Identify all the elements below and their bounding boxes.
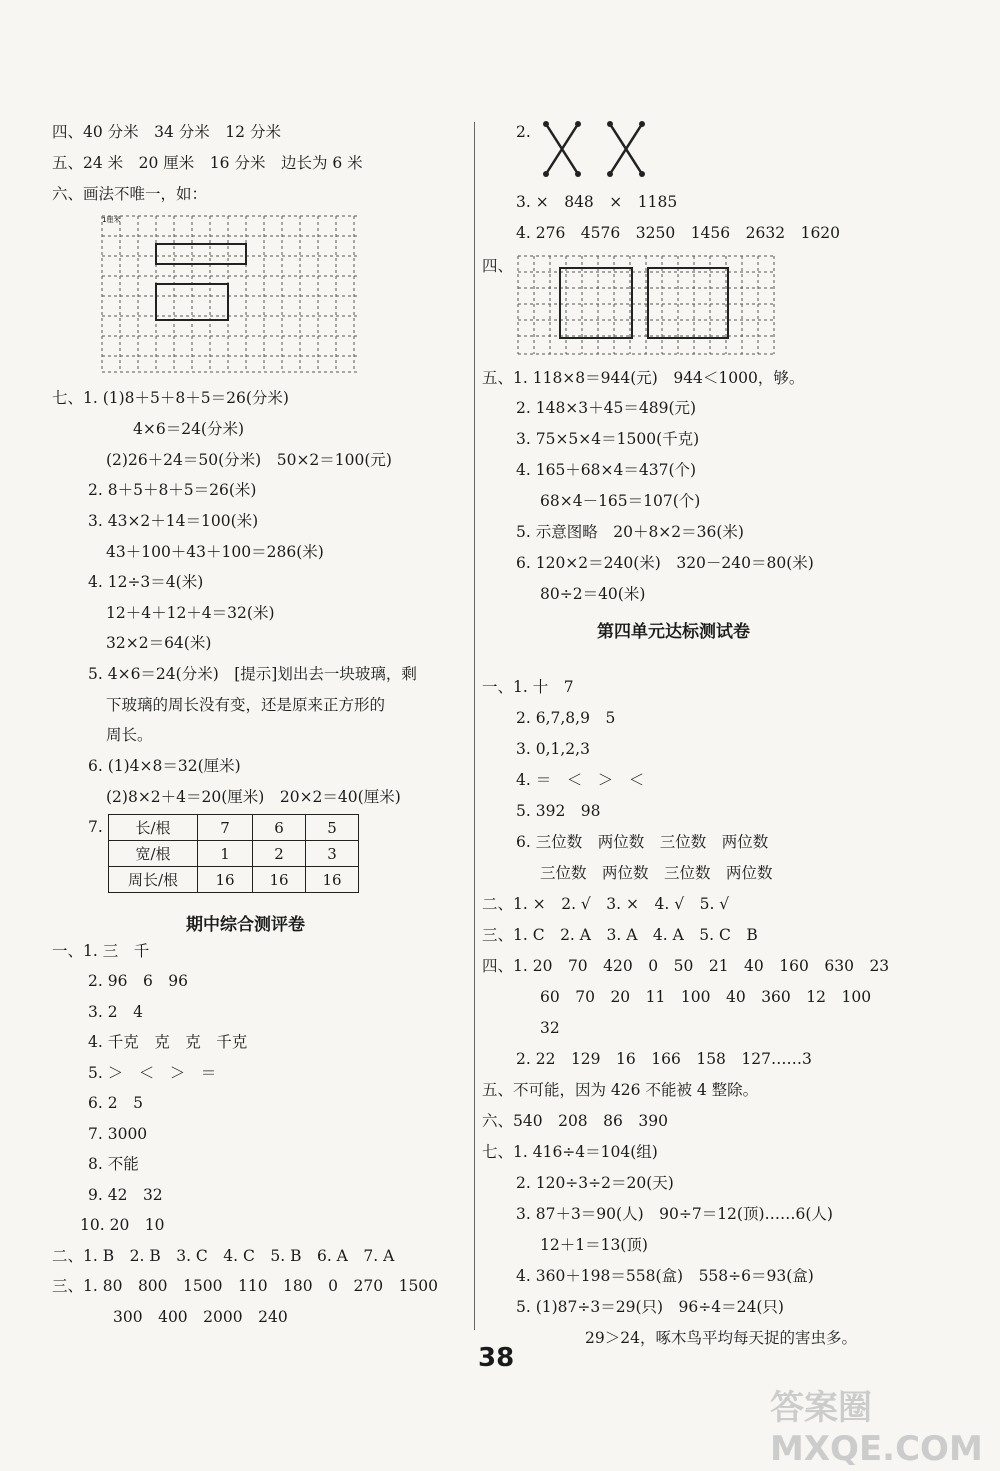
answer-line: 3. 75×5×4＝1500(千克) [516, 430, 700, 448]
table-cell: 宽/根 [109, 841, 198, 867]
answer-line: 6. (1)4×8＝32(厘米) [88, 757, 241, 775]
answer-line: 3. 0,1,2,3 [516, 740, 590, 758]
answer-line: 5. 392 98 [516, 802, 601, 820]
answer-line: 12＋4＋12＋4＝32(米) [106, 604, 275, 622]
answer-line: 4. 12÷3＝4(米) [88, 573, 204, 591]
answer-line: 9. 42 32 [88, 1186, 163, 1204]
answer-line: 4. 360＋198＝558(盒) 558÷6＝93(盒) [516, 1267, 814, 1285]
answer-line: 2. 120÷3÷2＝20(天) [516, 1174, 674, 1192]
answer-line: 五、不可能，因为 426 不能被 4 整除。 [482, 1081, 759, 1099]
table-row [109, 867, 359, 893]
answer-line: 四、40 分米 34 分米 12 分米 [52, 123, 281, 141]
section-heading: 期中综合测评卷 [186, 915, 305, 935]
watermark-logo: 答案圈 MXQE.COM [770, 1388, 983, 1469]
answer-line: 43＋100＋43＋100＝286(米) [106, 543, 324, 561]
answer-line: 5. (1)87÷3＝29(只) 96÷4＝24(只) [516, 1298, 784, 1316]
grid-scale-label: 1厘米 [102, 216, 121, 224]
table-cell: 16 [198, 867, 253, 893]
cross-lines-figure [540, 118, 660, 180]
answer-line: 4×6＝24(分米) [133, 420, 245, 438]
answer-line: 3. 43×2＋14＝100(米) [88, 512, 259, 530]
answer-line: 七、1. 416÷4＝104(组) [482, 1143, 658, 1161]
answer-line: 二、1. B 2. B 3. C 4. C 5. B 6. A 7. A [52, 1247, 395, 1265]
answer-line: 68×4－165＝107(个) [540, 492, 701, 510]
answer-line: 32 [540, 1019, 560, 1037]
answer-line: 四、 [482, 257, 514, 275]
answer-line: 六、画法不唯一，如： [52, 185, 208, 203]
grid-figure-rectangles [100, 214, 362, 374]
table-cell: 6 [253, 815, 306, 841]
answer-line: 五、24 米 20 厘米 16 分米 边长为 6 米 [52, 154, 363, 172]
answer-line: 12＋1＝13(顶) [540, 1236, 648, 1254]
answer-line: 一、1. 三 千 [52, 942, 150, 960]
answer-line: 80÷2＝40(米) [540, 585, 646, 603]
table-row [109, 841, 359, 867]
answer-line: 二、1. × 2. √ 3. × 4. √ 5. √ [482, 895, 730, 913]
answer-line: 6. 三位数 两位数 三位数 两位数 [516, 833, 769, 851]
answer-line: 29＞24，啄木鸟平均每天捉的害虫多。 [585, 1329, 857, 1347]
answer-line: 一、1. 十 7 [482, 678, 574, 696]
answer-line: 4. ＝ ＜ ＞ ＜ [516, 771, 645, 789]
table-cell: 长/根 [109, 815, 198, 841]
table-cell: 7 [198, 815, 253, 841]
answer-line: 60 70 20 11 100 40 360 12 100 [540, 988, 872, 1006]
answer-line: 三位数 两位数 三位数 两位数 [540, 864, 773, 882]
answer-line: 300 400 2000 240 [113, 1308, 288, 1326]
table-row [109, 815, 359, 841]
answer-line: 10. 20 10 [80, 1216, 165, 1234]
answer-line: 3. 2 4 [88, 1003, 143, 1021]
answer-line: 2. 6,7,8,9 5 [516, 709, 616, 727]
answer-line: 七、1. (1)8＋5＋8＋5＝26(分米) [52, 389, 289, 407]
answer-line: 5. ＞ ＜ ＞ ＝ [88, 1064, 217, 1082]
answer-line: 下玻璃的周长没有变，还是原来正方形的 [106, 696, 386, 714]
answer-line: 周长。 [106, 726, 153, 744]
answer-line: 2. 8＋5＋8＋5＝26(米) [88, 481, 257, 499]
table-cell: 2 [253, 841, 306, 867]
perimeter-table [108, 814, 359, 893]
answer-line: 2. 96 6 96 [88, 972, 189, 990]
answer-line: 三、1. 80 800 1500 110 180 0 270 1500 [52, 1277, 439, 1295]
answer-line: (2)8×2＋4＝20(厘米) 20×2＝40(厘米) [106, 788, 401, 806]
table-cell: 5 [306, 815, 359, 841]
answer-line: 4. 276 4576 3250 1456 2632 1620 [516, 224, 841, 242]
answer-line: (2)26＋24＝50(分米) 50×2＝100(元) [106, 451, 392, 469]
table-cell: 1 [198, 841, 253, 867]
column-divider [474, 122, 475, 1330]
page-number: 38 [478, 1343, 515, 1373]
answer-line: 3. 87＋3＝90(人) 90÷7＝12(顶)……6(人) [516, 1205, 833, 1223]
answer-line: 7. [88, 818, 103, 836]
answer-line: 32×2＝64(米) [106, 634, 212, 652]
answer-line: 5. 示意图略 20＋8×2＝36(米) [516, 523, 744, 541]
table-cell: 周长/根 [109, 867, 198, 893]
answer-line: 5. 4×6＝24(分米) [提示]划出去一块玻璃，剩 [88, 665, 417, 683]
answer-line: 四、1. 20 70 420 0 50 21 40 160 630 23 [482, 957, 890, 975]
answer-line: 6. 120×2＝240(米) 320－240＝80(米) [516, 554, 814, 572]
answer-line: 6. 2 5 [88, 1094, 143, 1112]
answer-line: 2. 148×3＋45＝489(元) [516, 399, 697, 417]
answer-line: 4. 165＋68×4＝437(个) [516, 461, 697, 479]
section-heading: 第四单元达标测试卷 [597, 622, 750, 642]
answer-line: 六、540 208 86 390 [482, 1112, 668, 1130]
table-cell: 3 [306, 841, 359, 867]
answer-line: 五、1. 118×8＝944(元) 944＜1000，够。 [482, 369, 805, 387]
answer-line: 2. 22 129 16 166 158 127……3 [516, 1050, 812, 1068]
table-cell: 16 [253, 867, 306, 893]
answer-line: 7. 3000 [88, 1125, 148, 1143]
answer-line: 2. [516, 123, 531, 141]
table-cell: 16 [306, 867, 359, 893]
grid-figure-squares [516, 254, 776, 356]
answer-line: 3. × 848 × 1185 [516, 193, 678, 211]
answer-line: 4. 千克 克 克 千克 [88, 1033, 248, 1051]
answer-line: 三、1. C 2. A 3. A 4. A 5. C B [482, 926, 758, 944]
answer-line: 8. 不能 [88, 1155, 139, 1173]
